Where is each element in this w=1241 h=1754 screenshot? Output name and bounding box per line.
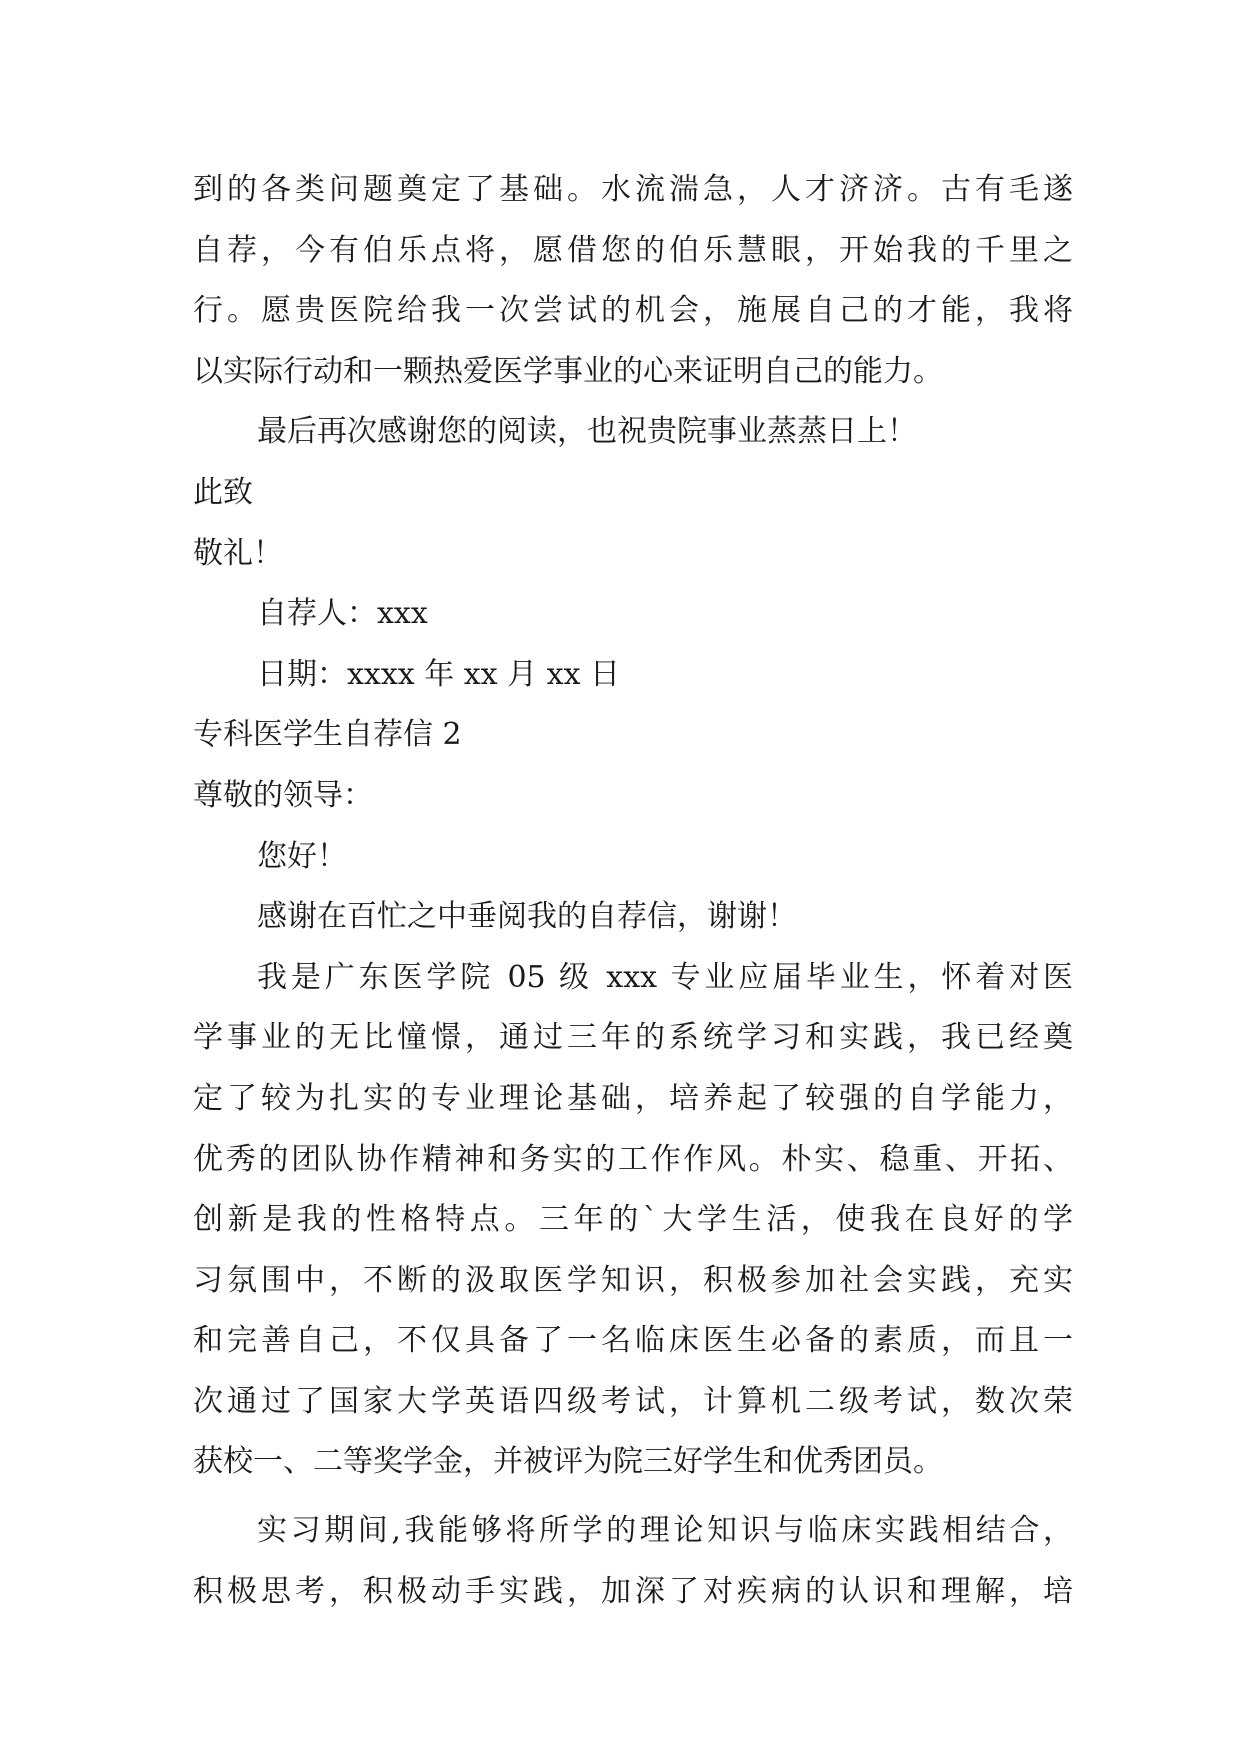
salutation-jing-li: 敬礼！ xyxy=(193,535,283,571)
text-line: 我是广东医学院 05 级 xxx 专业应届毕业生，怀着对医 xyxy=(257,959,1073,995)
text-line: 习氛围中，不断的汲取医学知识，积极参加社会实践，充实 xyxy=(193,1262,1073,1298)
text-line: 行。愿贵医院给我一次尝试的机会，施展自己的才能，我将 xyxy=(193,293,1073,329)
text-line: 次通过了国家大学英语四级考试，计算机二级考试，数次荣 xyxy=(193,1383,1073,1419)
text-line: 自荐，今有伯乐点将，愿借您的伯乐慧眼，开始我的千里之 xyxy=(193,232,1073,268)
text-line: 获校一、二等奖学金，并被评为院三好学生和优秀团员。 xyxy=(193,1444,943,1480)
text-line: 创新是我的性格特点。三年的`大学生活，使我在良好的学 xyxy=(193,1202,1073,1238)
greeting-hello: 您好！ xyxy=(257,838,347,874)
text-line: 和完善自己，不仅具备了一名临床医生必备的素质，而且一 xyxy=(193,1323,1073,1359)
text-line: 优秀的团队协作精神和务实的工作作风。朴实、稳重、开拓、 xyxy=(193,1141,1073,1177)
text-line: 实习期间,我能够将所学的理论知识与临床实践相结合， xyxy=(257,1513,1073,1549)
closing-wish: 最后再次感谢您的阅读，也祝贵院事业蒸蒸日上！ xyxy=(257,414,917,450)
date-line: 日期：xxxx 年 xx 月 xx 日 xyxy=(257,656,621,692)
text-line: 积极思考，积极动手实践，加深了对疾病的认识和理解，培 xyxy=(193,1573,1073,1609)
text-line: 到的各类问题奠定了基础。水流湍急，人才济济。古有毛遂 xyxy=(193,172,1073,207)
signer: 自荐人：xxx xyxy=(257,596,428,632)
salutation-ci-zhi: 此致 xyxy=(193,474,253,510)
thanks-line: 感谢在百忙之中垂阅我的自荐信，谢谢！ xyxy=(257,899,797,935)
text-line: 学事业的无比憧憬，通过三年的系统学习和实践，我已经奠 xyxy=(193,1020,1073,1056)
section-title: 专科医学生自荐信 2 xyxy=(193,717,462,753)
text-line: 以实际行动和一颗热爱医学事业的心来证明自己的能力。 xyxy=(193,353,943,389)
text-line: 定了较为扎实的专业理论基础，培养起了较强的自学能力， xyxy=(193,1080,1073,1116)
greeting-recipient: 尊敬的领导： xyxy=(193,777,373,813)
document-page xyxy=(193,160,1073,1622)
